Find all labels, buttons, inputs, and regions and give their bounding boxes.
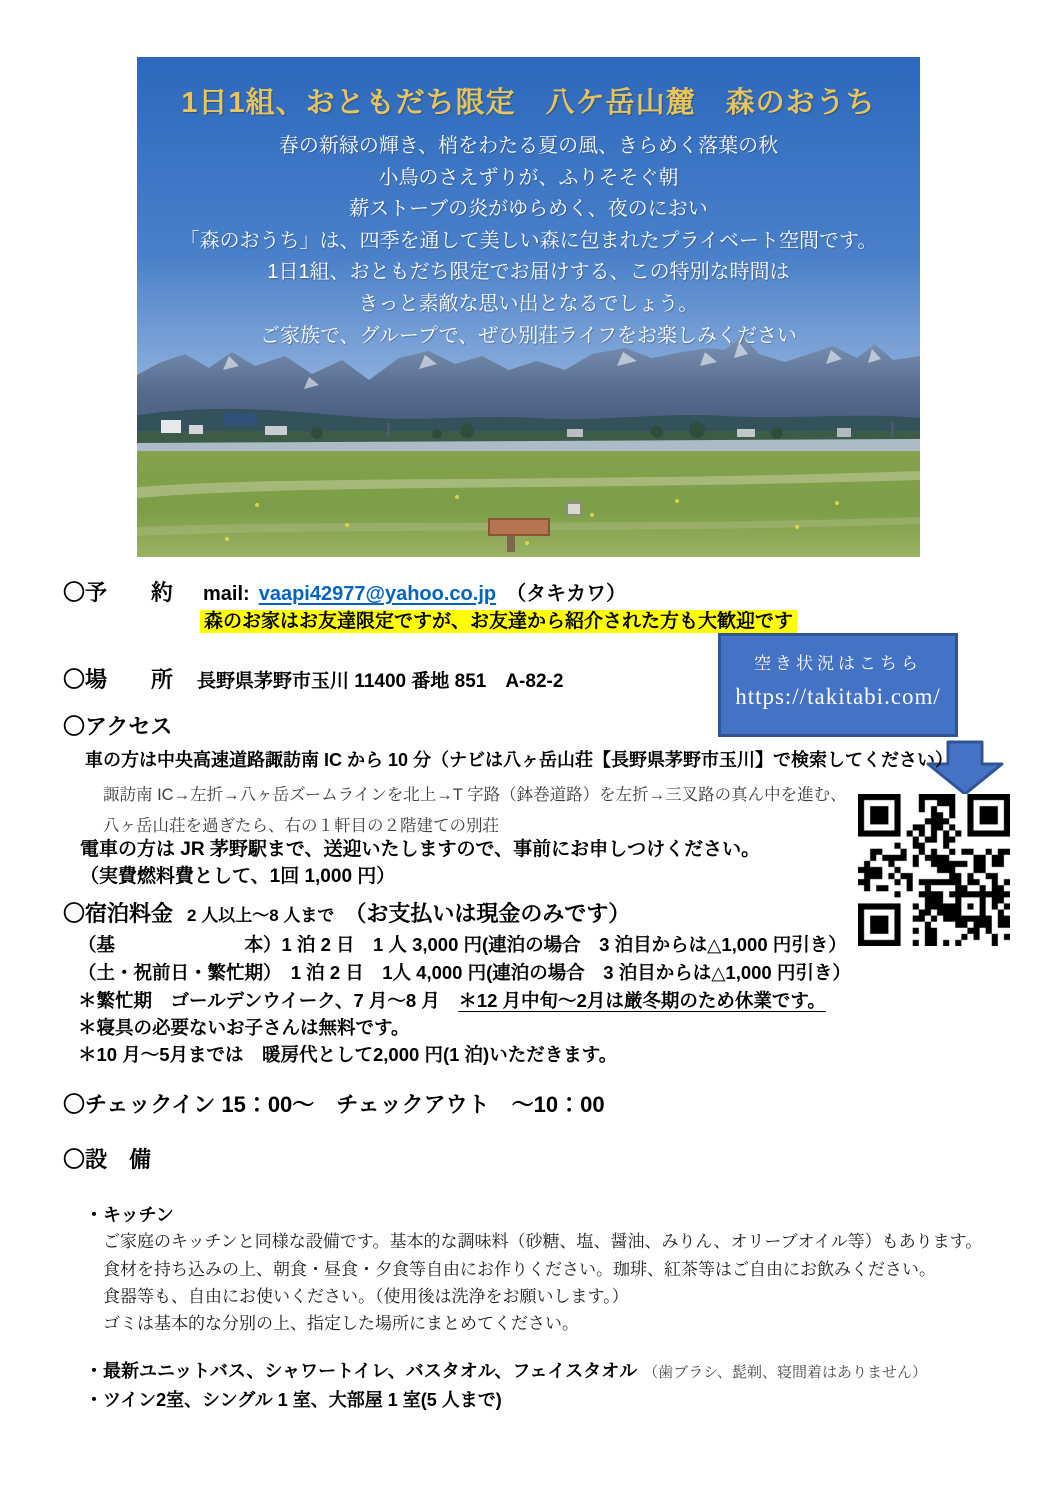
hero-title: 1日1組、おともだち限定 八ケ岳山麓 森のおうち [181, 87, 876, 119]
availability-link-box[interactable] [718, 633, 958, 737]
bath-note-text: （歯ブラシ、髭剃、寝間着はありません） [643, 1364, 928, 1381]
location-heading: 〇場 所 [63, 667, 174, 692]
availability-label: 空き状況はこちら [754, 654, 922, 673]
rates-busy-note [78, 987, 826, 1013]
access-fuel-note: （実費燃料費として、1回 1,000 円） [80, 866, 396, 887]
bath-line [85, 1357, 927, 1383]
poem-line: 春の新緑の輝き、梢をわたる夏の風、きらめく落葉の秋 [278, 135, 779, 157]
poem-line: 1日1組、おともだち限定でお届けする、この特別な時間は [267, 261, 790, 284]
reservation-heading: 〇予 約 [63, 580, 174, 605]
access-route-line1: 諏訪南 IC→左折→八ヶ岳ズームラインを北上→T 字路（鉢巻道路）を左折→三叉路の真ん中を進む、 [103, 786, 847, 804]
facilities-heading: 〇設 備 [63, 1147, 152, 1172]
poem-line: 「森のおうち」は、四季を通して美しい森に包まれたプライベート空間です。 [179, 229, 878, 252]
location-address: 長野県茅野市玉川 11400 番地 851 A-82-2 [197, 671, 564, 692]
rates-weekend-line: （土・祝前日・繁忙期） 1 泊 2 日 1人 4,000 円(連泊の場合 3 泊目からは△1,000 円引き） [78, 962, 851, 983]
checkin-line: 〇チェックイン 15：00～ チェックアウト ～10：00 [63, 1092, 605, 1117]
poem-line: きっと素敵な思い出となるでしょう。 [358, 292, 699, 315]
reservation-contact-name: （タキカワ） [506, 583, 627, 605]
highlight-text: 森のお家はお友達限定ですが、お友達から紹介された方も大歓迎です [200, 610, 797, 633]
reservation-email-link[interactable]: vaapi42977@yahoo.co.jp [258, 583, 497, 605]
kitchen-label: ・キッチン [85, 1205, 174, 1225]
poem-line: ご家族で、グループで、ぜひ別荘ライフをお楽しみください [260, 324, 797, 347]
access-route-line2: 八ヶ岳山荘を過ぎたら、右の１軒目の２階建ての別荘 [103, 817, 499, 835]
rooms-line: ・ツイン2室、シングル 1 室、大部屋 1 室(5 人まで) [85, 1390, 502, 1410]
access-heading: 〇アクセス [63, 714, 173, 739]
winter-closure-text: ＊12 月中旬～2月は厳冬期のため休業です。 [458, 990, 826, 1011]
kitchen-line1: ご家庭のキッチンと同様な設備です。基本的な調味料（砂糖、塩、醤油、みりん、オリーブオイル等）もあります。 [103, 1232, 983, 1251]
rates-heating-note: ＊10 月～5月までは 暖房代として2,000 円(1 泊)いただきます。 [78, 1044, 618, 1065]
rates-basic-line: （基 本）1 泊 2 日 1 人 3,000 円(連泊の場合 3 泊目からは△1,000 円引き） [78, 934, 847, 955]
poem-line: 薪ストーブの炎がゆらめく、夜のにおい [349, 198, 708, 221]
qr-code [858, 794, 1010, 946]
kitchen-line3: 食器等も、自由にお使いください。（使用後は洗浄をお願いします。） [103, 1287, 629, 1306]
reservation-line [63, 576, 626, 607]
hero-poem [137, 131, 920, 352]
busy-season-text: ＊繁忙期 ゴールデンウイーク、7 月～8 月 [78, 990, 459, 1011]
rates-heading: 〇宿泊料金 [63, 901, 174, 926]
location-line [63, 663, 563, 694]
kitchen-line4: ゴミは基本的な分別の上、指定した場所にまとめてください。 [103, 1314, 579, 1333]
mail-label: mail: [203, 583, 250, 605]
reservation-highlight-note [200, 606, 797, 633]
poem-line: 小鳥のさえずりが、ふりそそぐ朝 [378, 166, 679, 189]
rates-payment-note: （お支払いは現金のみです） [344, 901, 631, 926]
rates-heading-line [63, 897, 630, 928]
hero-photo [137, 57, 920, 557]
bath-main-text: ・最新ユニットバス、シャワートイレ、バスタオル、フェイスタオル [85, 1361, 638, 1381]
kitchen-line2: 食材を持ち込みの上、朝食・昼食・夕食等自由にお作りください。珈琲、紅茶等はご自由にお飲みください。 [103, 1260, 936, 1279]
availability-url-link[interactable]: https://takitabi.com/ [735, 684, 941, 709]
access-train-line: 電車の方は JR 茅野駅まで、送迎いたしますので、事前にお申しつけください。 [80, 839, 761, 860]
rates-children-note: ＊寝具の必要ないお子さんは無料です。 [78, 1017, 410, 1038]
access-car-line: 車の方は中央高速道路諏訪南 IC から 10 分（ナビは八ヶ岳山荘【長野県茅野市玉川】で検索してください） [85, 750, 954, 770]
rates-capacity: 2 人以上～8 人まで [187, 906, 335, 925]
